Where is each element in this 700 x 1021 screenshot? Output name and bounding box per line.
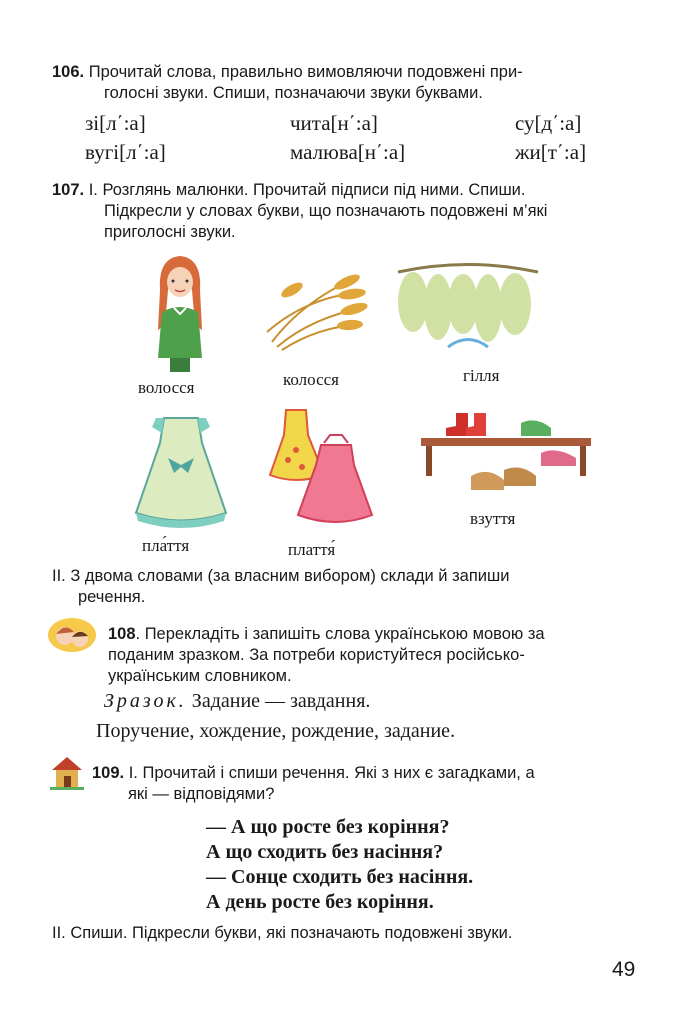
ex109-task2: ІІ. Спиши. Підкресли букви, які позначають подовжені звуки. — [52, 924, 513, 942]
green-dress-picture — [126, 413, 236, 528]
ex107-line2: Підкресли у словах букви, що позначають подовжені м’які — [104, 202, 548, 220]
girl-hair-picture — [140, 250, 220, 375]
ex106-text-1: Прочитай слова, правильно вимовляючи подовжені при- — [88, 63, 523, 81]
ex107-text-1: І. Розглянь малюнки. Прочитай підписи під ними. Спиши. — [88, 181, 526, 199]
ex109-text-1: І. Прочитай і спиши речення. Які з них є загадками, а — [128, 764, 535, 782]
caption-branches: гілля — [463, 366, 500, 385]
ex108-sample-text: Задание — завдання. — [191, 690, 371, 712]
branches-picture — [393, 262, 543, 354]
ex109-number: 109. — [92, 764, 125, 782]
ex106-number: 106. — [52, 63, 85, 81]
ex107-task2-line1: ІІ. З двома словами (за власним вибором) склади й запиши — [52, 567, 510, 585]
ex109-poem-line1: — А що росте без коріння? — [206, 816, 450, 838]
ex106-word-6: жи[т΄:а] — [515, 140, 587, 164]
caption-red-dresses: плаття́ — [288, 540, 336, 559]
ex108-sample-label: Зразок. — [104, 690, 187, 712]
ex106-line2: голосні звуки. Спиши, позначаючи звуки буквами. — [104, 84, 483, 102]
ex109-poem-line2: А що сходить без насіння? — [206, 841, 444, 863]
ex107-number: 107. — [52, 181, 85, 199]
red-dresses-picture — [266, 405, 376, 530]
ex107-line1 — [52, 180, 662, 201]
caption-shoes: взуття — [470, 509, 516, 528]
ex109-line2: які — відповідями? — [128, 785, 275, 803]
ex109-line1 — [92, 763, 662, 784]
shoes-picture — [416, 408, 596, 500]
ex107-line3: приголосні звуки. — [104, 223, 236, 241]
ex108-words: Поручение, хождение, рождение, задание. — [96, 720, 456, 742]
ex108-number: 108 — [108, 625, 136, 643]
ex106-word-3: су[д΄:а] — [515, 111, 582, 135]
ex106-word-2: чита[н΄:а] — [290, 111, 378, 135]
caption-wheat: колосся — [283, 370, 339, 389]
house-icon — [50, 754, 84, 790]
ex106-word-4: вугі[л΄:а] — [85, 140, 166, 164]
ex106-word-5: малюва[н΄:а] — [290, 140, 406, 164]
ex108-line1 — [108, 624, 668, 645]
wheat-picture — [262, 262, 372, 352]
ex106-word-1: зі[л΄:а] — [85, 111, 146, 135]
caption-hair: волосся — [138, 378, 195, 397]
ex108-line2: поданим зразком. За потреби користуйтеся російсько- — [108, 646, 525, 664]
ex108-sample — [104, 690, 370, 713]
caption-green-dress: пла́ття — [142, 536, 190, 555]
ex108-text-1: . Перекладіть і запишіть слова українською мовою за — [135, 625, 545, 643]
ex106-line1 — [52, 62, 652, 83]
ex109-poem-line3: — Сонце сходить без насіння. — [206, 866, 474, 888]
page-number: 49 — [612, 958, 636, 981]
pair-work-icon — [47, 617, 97, 653]
ex107-task2-line2: речення. — [78, 588, 146, 606]
ex109-poem-line4: А день росте без коріння. — [206, 891, 434, 913]
ex108-line3: українським словником. — [108, 667, 292, 685]
